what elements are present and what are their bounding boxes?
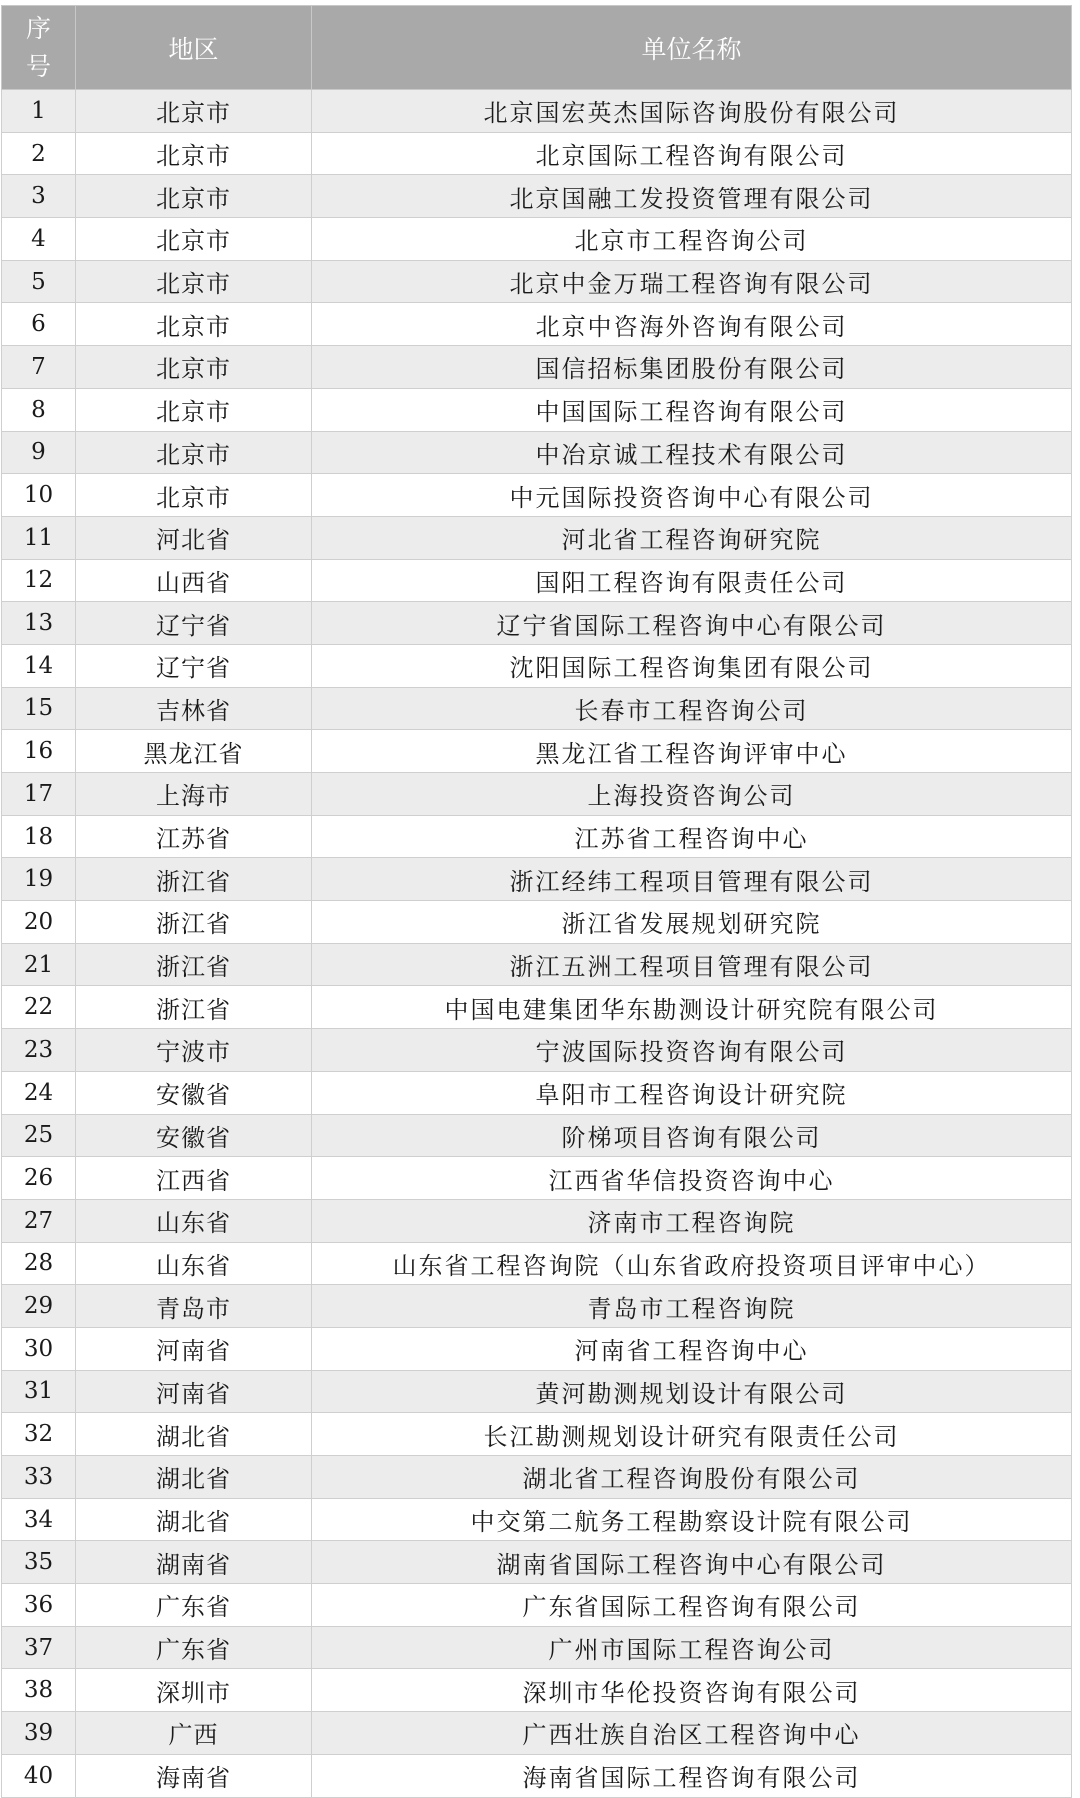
region-cell: 浙江省 [76,986,312,1029]
region-cell: 安徽省 [76,1071,312,1114]
unit-name-cell: 海南省国际工程咨询有限公司 [312,1754,1072,1797]
region-cell: 安徽省 [76,1114,312,1157]
region-cell: 浙江省 [76,943,312,986]
unit-name-cell: 青岛市工程咨询院 [312,1285,1072,1328]
row-number-cell: 28 [2,1242,76,1285]
table-header [2,6,1072,90]
row-number-cell: 33 [2,1456,76,1499]
table-row [2,474,1072,517]
row-number-cell: 2 [2,132,76,175]
region-cell: 河南省 [76,1370,312,1413]
column-header-number [2,6,76,90]
table-row [2,1114,1072,1157]
row-number-cell: 17 [2,773,76,816]
row-number-cell: 22 [2,986,76,1029]
unit-name-cell: 广西壮族自治区工程咨询中心 [312,1712,1072,1755]
table-row [2,346,1072,389]
row-number-cell: 7 [2,346,76,389]
unit-name-cell: 国信招标集团股份有限公司 [312,346,1072,389]
table-row [2,388,1072,431]
table-row [2,1498,1072,1541]
table-row [2,901,1072,944]
consulting-units-table [1,5,1072,1798]
table-row [2,303,1072,346]
region-cell: 湖北省 [76,1413,312,1456]
region-cell: 北京市 [76,346,312,389]
unit-name-cell: 上海投资咨询公司 [312,773,1072,816]
region-cell: 宁波市 [76,1029,312,1072]
row-number-cell: 21 [2,943,76,986]
region-cell: 山东省 [76,1199,312,1242]
table-row [2,1413,1072,1456]
row-number-cell: 39 [2,1712,76,1755]
row-number-cell: 5 [2,260,76,303]
unit-name-cell: 黑龙江省工程咨询评审中心 [312,730,1072,773]
table-row [2,730,1072,773]
region-cell: 广西 [76,1712,312,1755]
unit-name-cell: 江苏省工程咨询中心 [312,815,1072,858]
row-number-cell: 16 [2,730,76,773]
table-row [2,1071,1072,1114]
region-cell: 江西省 [76,1157,312,1200]
unit-name-cell: 济南市工程咨询院 [312,1199,1072,1242]
region-cell: 浙江省 [76,858,312,901]
table-body [2,90,1072,1798]
table-row [2,431,1072,474]
unit-name-cell: 中国电建集团华东勘测设计研究院有限公司 [312,986,1072,1029]
region-cell: 广东省 [76,1584,312,1627]
region-cell: 江苏省 [76,815,312,858]
row-number-cell: 1 [2,90,76,133]
region-cell: 浙江省 [76,901,312,944]
unit-name-cell: 中交第二航务工程勘察设计院有限公司 [312,1498,1072,1541]
unit-name-cell: 浙江经纬工程项目管理有限公司 [312,858,1072,901]
table-row [2,1626,1072,1669]
region-cell: 吉林省 [76,687,312,730]
table-row [2,1541,1072,1584]
row-number-cell: 20 [2,901,76,944]
region-cell: 北京市 [76,431,312,474]
table-row [2,773,1072,816]
unit-name-cell: 山东省工程咨询院（山东省政府投资项目评审中心） [312,1242,1072,1285]
table-row [2,815,1072,858]
row-number-cell: 27 [2,1199,76,1242]
region-cell: 河北省 [76,516,312,559]
row-number-cell: 12 [2,559,76,602]
unit-name-cell: 广东省国际工程咨询有限公司 [312,1584,1072,1627]
table-row [2,1584,1072,1627]
region-cell: 山东省 [76,1242,312,1285]
table-row [2,1754,1072,1797]
unit-name-cell: 河北省工程咨询研究院 [312,516,1072,559]
unit-name-cell: 宁波国际投资咨询有限公司 [312,1029,1072,1072]
region-cell: 上海市 [76,773,312,816]
row-number-cell: 18 [2,815,76,858]
consulting-units-table-container [1,5,1071,1798]
region-cell: 海南省 [76,1754,312,1797]
unit-name-cell: 阶梯项目咨询有限公司 [312,1114,1072,1157]
region-cell: 辽宁省 [76,644,312,687]
unit-name-cell: 北京中金万瑞工程咨询有限公司 [312,260,1072,303]
column-header-unit-name: 单位名称 [312,6,1072,90]
region-cell: 湖南省 [76,1541,312,1584]
region-cell: 湖北省 [76,1456,312,1499]
region-cell: 北京市 [76,90,312,133]
row-number-cell: 36 [2,1584,76,1627]
table-row [2,602,1072,645]
table-row [2,516,1072,559]
table-row [2,1327,1072,1370]
row-number-cell: 26 [2,1157,76,1200]
region-cell: 北京市 [76,303,312,346]
region-cell: 北京市 [76,175,312,218]
row-number-cell: 29 [2,1285,76,1328]
table-row [2,559,1072,602]
row-number-cell: 6 [2,303,76,346]
table-row [2,1199,1072,1242]
unit-name-cell: 浙江省发展规划研究院 [312,901,1072,944]
region-cell: 湖北省 [76,1498,312,1541]
row-number-cell: 30 [2,1327,76,1370]
table-row [2,986,1072,1029]
row-number-cell: 35 [2,1541,76,1584]
row-number-cell: 38 [2,1669,76,1712]
table-row [2,218,1072,261]
table-row [2,1157,1072,1200]
column-header-number-line2: 号 [25,51,51,81]
unit-name-cell: 湖南省国际工程咨询中心有限公司 [312,1541,1072,1584]
unit-name-cell: 深圳市华伦投资咨询有限公司 [312,1669,1072,1712]
table-row [2,175,1072,218]
region-cell: 北京市 [76,260,312,303]
table-row [2,943,1072,986]
region-cell: 北京市 [76,474,312,517]
table-row [2,90,1072,133]
unit-name-cell: 辽宁省国际工程咨询中心有限公司 [312,602,1072,645]
row-number-cell: 24 [2,1071,76,1114]
table-row [2,1029,1072,1072]
unit-name-cell: 北京国融工发投资管理有限公司 [312,175,1072,218]
table-row [2,644,1072,687]
row-number-cell: 34 [2,1498,76,1541]
region-cell: 广东省 [76,1626,312,1669]
table-row [2,1669,1072,1712]
table-row [2,1456,1072,1499]
column-header-number-line1: 序 [25,13,51,43]
table-row [2,1242,1072,1285]
unit-name-cell: 浙江五洲工程项目管理有限公司 [312,943,1072,986]
column-header-region: 地区 [76,6,312,90]
row-number-cell: 11 [2,516,76,559]
header-row [2,6,1072,90]
table-row [2,132,1072,175]
unit-name-cell: 北京市工程咨询公司 [312,218,1072,261]
unit-name-cell: 江西省华信投资咨询中心 [312,1157,1072,1200]
row-number-cell: 23 [2,1029,76,1072]
region-cell: 黑龙江省 [76,730,312,773]
table-row [2,1370,1072,1413]
unit-name-cell: 黄河勘测规划设计有限公司 [312,1370,1072,1413]
row-number-cell: 32 [2,1413,76,1456]
row-number-cell: 10 [2,474,76,517]
row-number-cell: 19 [2,858,76,901]
unit-name-cell: 国阳工程咨询有限责任公司 [312,559,1072,602]
region-cell: 河南省 [76,1327,312,1370]
row-number-cell: 9 [2,431,76,474]
unit-name-cell: 北京中咨海外咨询有限公司 [312,303,1072,346]
unit-name-cell: 北京国宏英杰国际咨询股份有限公司 [312,90,1072,133]
row-number-cell: 31 [2,1370,76,1413]
row-number-cell: 25 [2,1114,76,1157]
region-cell: 辽宁省 [76,602,312,645]
table-row [2,260,1072,303]
region-cell: 山西省 [76,559,312,602]
unit-name-cell: 河南省工程咨询中心 [312,1327,1072,1370]
row-number-cell: 15 [2,687,76,730]
unit-name-cell: 沈阳国际工程咨询集团有限公司 [312,644,1072,687]
table-row [2,858,1072,901]
table-row [2,1712,1072,1755]
unit-name-cell: 中国国际工程咨询有限公司 [312,388,1072,431]
table-row [2,1285,1072,1328]
region-cell: 深圳市 [76,1669,312,1712]
unit-name-cell: 中冶京诚工程技术有限公司 [312,431,1072,474]
region-cell: 北京市 [76,388,312,431]
row-number-cell: 8 [2,388,76,431]
unit-name-cell: 阜阳市工程咨询设计研究院 [312,1071,1072,1114]
row-number-cell: 13 [2,602,76,645]
table-row [2,687,1072,730]
unit-name-cell: 长江勘测规划设计研究有限责任公司 [312,1413,1072,1456]
unit-name-cell: 湖北省工程咨询股份有限公司 [312,1456,1072,1499]
unit-name-cell: 北京国际工程咨询有限公司 [312,132,1072,175]
unit-name-cell: 广州市国际工程咨询公司 [312,1626,1072,1669]
row-number-cell: 37 [2,1626,76,1669]
row-number-cell: 14 [2,644,76,687]
region-cell: 北京市 [76,132,312,175]
unit-name-cell: 中元国际投资咨询中心有限公司 [312,474,1072,517]
row-number-cell: 4 [2,218,76,261]
row-number-cell: 40 [2,1754,76,1797]
row-number-cell: 3 [2,175,76,218]
region-cell: 青岛市 [76,1285,312,1328]
region-cell: 北京市 [76,218,312,261]
unit-name-cell: 长春市工程咨询公司 [312,687,1072,730]
